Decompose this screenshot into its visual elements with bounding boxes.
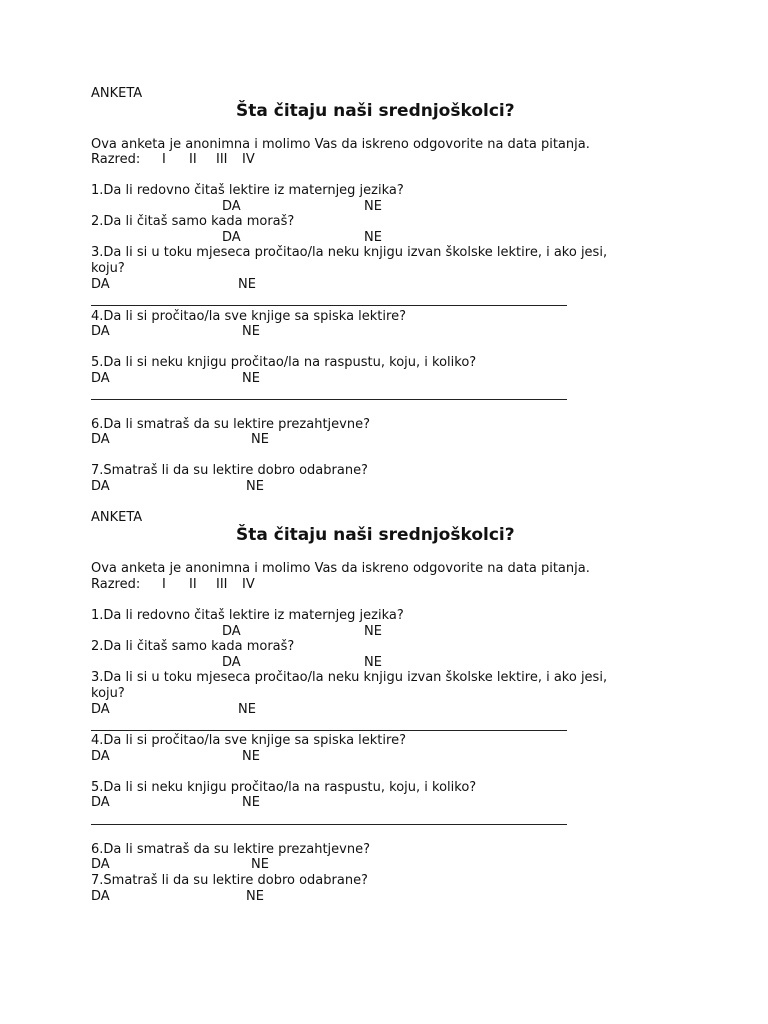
q1-no-option[interactable]: NE xyxy=(364,624,382,639)
question-4: 4.Da li si pročitao/la sve knjige sa spiska lektire? xyxy=(91,733,406,748)
q5-yes-option[interactable]: DA xyxy=(91,371,110,386)
question-3-continued: koju? xyxy=(91,261,125,276)
question-6: 6.Da li smatraš da su lektire prezahtjevne? xyxy=(91,842,370,857)
q1-no-option[interactable]: NE xyxy=(364,199,382,214)
question-3: 3.Da li si u toku mjeseca pročitao/la neku knjigu izvan školske lektire, i ako jesi, xyxy=(91,245,608,260)
grade-option-i[interactable]: I xyxy=(162,152,166,167)
answer-line[interactable] xyxy=(91,824,567,825)
q5-no-option[interactable]: NE xyxy=(242,371,260,386)
grade-option-iii[interactable]: III xyxy=(216,152,228,167)
q7-yes-option[interactable]: DA xyxy=(91,479,110,494)
question-4: 4.Da li si pročitao/la sve knjige sa spiska lektire? xyxy=(91,309,406,324)
q2-no-option[interactable]: NE xyxy=(364,230,382,245)
q2-yes-option[interactable]: DA xyxy=(222,230,241,245)
q1-yes-option[interactable]: DA xyxy=(222,624,241,639)
q3-yes-option[interactable]: DA xyxy=(91,702,110,717)
q3-yes-option[interactable]: DA xyxy=(91,277,110,292)
intro-text: Ova anketa je anonimna i molimo Vas da iskreno odgovorite na data pitanja. xyxy=(91,137,590,152)
q6-yes-option[interactable]: DA xyxy=(91,432,110,447)
grade-option-ii[interactable]: II xyxy=(189,577,197,592)
question-2: 2.Da li čitaš samo kada moraš? xyxy=(91,639,295,654)
q2-no-option[interactable]: NE xyxy=(364,655,382,670)
grade-option-i[interactable]: I xyxy=(162,577,166,592)
grade-option-iii[interactable]: III xyxy=(216,577,228,592)
form-label: ANKETA xyxy=(91,86,143,101)
grade-option-iv[interactable]: IV xyxy=(242,152,255,167)
grade-option-ii[interactable]: II xyxy=(189,152,197,167)
q6-no-option[interactable]: NE xyxy=(251,432,269,447)
q4-yes-option[interactable]: DA xyxy=(91,324,110,339)
form-title: Šta čitaju naši srednjoškolci? xyxy=(236,101,515,121)
grade-label: Razred: xyxy=(91,577,141,592)
q1-yes-option[interactable]: DA xyxy=(222,199,241,214)
q6-no-option[interactable]: NE xyxy=(251,857,269,872)
question-1: 1.Da li redovno čitaš lektire iz maternjeg jezika? xyxy=(91,608,404,623)
question-6: 6.Da li smatraš da su lektire prezahtjevne? xyxy=(91,417,370,432)
question-5: 5.Da li si neku knjigu pročitao/la na raspustu, koju, i koliko? xyxy=(91,355,477,370)
q7-no-option[interactable]: NE xyxy=(246,479,264,494)
question-7: 7.Smatraš li da su lektire dobro odabrane? xyxy=(91,873,368,888)
q4-no-option[interactable]: NE xyxy=(242,749,260,764)
question-5: 5.Da li si neku knjigu pročitao/la na raspustu, koju, i koliko? xyxy=(91,780,477,795)
intro-text: Ova anketa je anonimna i molimo Vas da iskreno odgovorite na data pitanja. xyxy=(91,561,590,576)
question-7: 7.Smatraš li da su lektire dobro odabrane? xyxy=(91,463,368,478)
q4-yes-option[interactable]: DA xyxy=(91,749,110,764)
question-3: 3.Da li si u toku mjeseca pročitao/la neku knjigu izvan školske lektire, i ako jesi, xyxy=(91,670,608,685)
q6-yes-option[interactable]: DA xyxy=(91,857,110,872)
form-title: Šta čitaju naši srednjoškolci? xyxy=(236,525,515,545)
q7-no-option[interactable]: NE xyxy=(246,889,264,904)
form-label: ANKETA xyxy=(91,510,143,525)
q4-no-option[interactable]: NE xyxy=(242,324,260,339)
q2-yes-option[interactable]: DA xyxy=(222,655,241,670)
answer-line[interactable] xyxy=(91,399,567,400)
answer-line[interactable] xyxy=(91,730,567,731)
question-3-continued: koju? xyxy=(91,686,125,701)
q7-yes-option[interactable]: DA xyxy=(91,889,110,904)
question-1: 1.Da li redovno čitaš lektire iz maternjeg jezika? xyxy=(91,183,404,198)
q3-no-option[interactable]: NE xyxy=(238,702,256,717)
q5-yes-option[interactable]: DA xyxy=(91,795,110,810)
grade-label: Razred: xyxy=(91,152,141,167)
q5-no-option[interactable]: NE xyxy=(242,795,260,810)
grade-option-iv[interactable]: IV xyxy=(242,577,255,592)
q3-no-option[interactable]: NE xyxy=(238,277,256,292)
question-2: 2.Da li čitaš samo kada moraš? xyxy=(91,214,295,229)
answer-line[interactable] xyxy=(91,305,567,306)
